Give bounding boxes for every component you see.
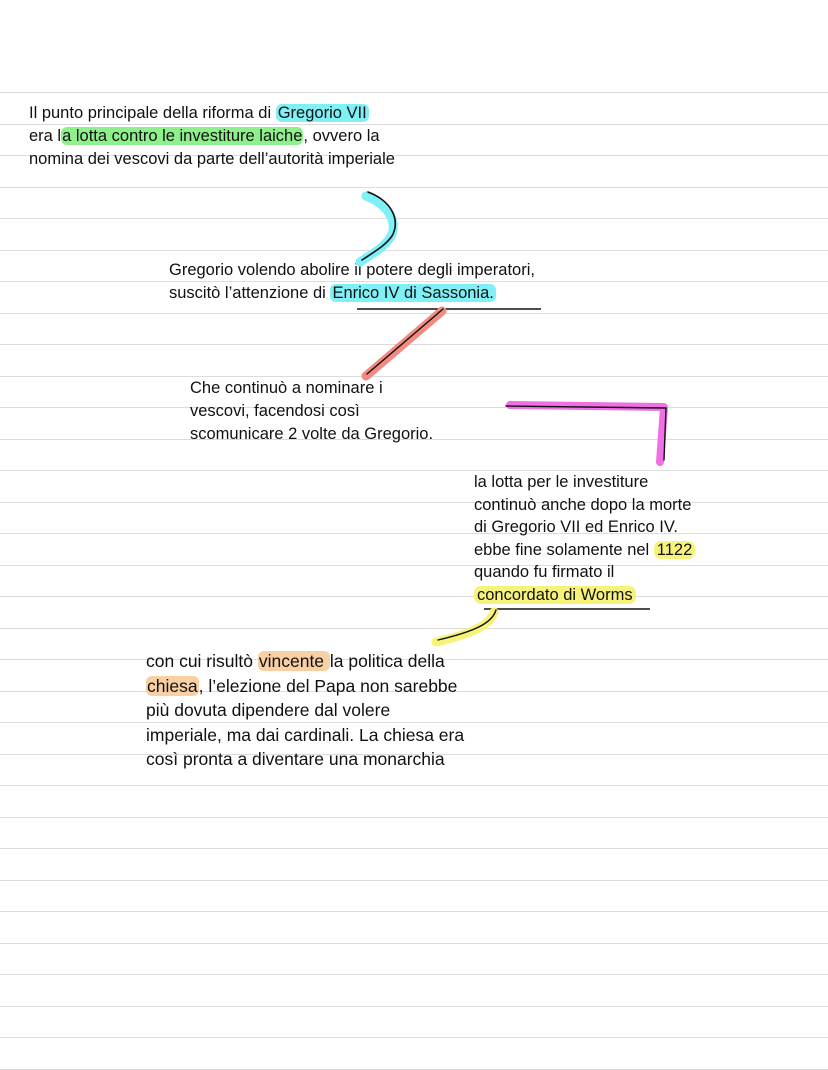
note-line: di Gregorio VII ed Enrico IV. [474, 518, 678, 536]
ruled-line [0, 344, 828, 345]
note-block-5 [146, 649, 464, 772]
ruled-line [0, 785, 828, 786]
ruled-line [0, 502, 828, 503]
highlight-vincente: vincente [258, 651, 329, 671]
highlight-lotta-investiture: a lotta contro le investiture laiche [62, 127, 303, 145]
ruled-line [0, 533, 828, 534]
note-block-4 [474, 471, 695, 606]
ruled-line [0, 628, 828, 629]
ruled-line [0, 1006, 828, 1007]
note-line [169, 282, 535, 305]
note-line [146, 674, 464, 699]
note-line: più dovuta dipendere dal volere [146, 700, 391, 720]
highlight-worms: concordato di Worms [474, 586, 636, 604]
ruled-line [0, 187, 828, 188]
ruled-line [0, 880, 828, 881]
note-line: Che continuò a nominare i [190, 379, 383, 397]
note-line [474, 584, 695, 607]
note-line: Gregorio volendo abolire il potere degli imperatori, [169, 261, 535, 279]
note-line: scomunicare 2 volte da Gregorio. [190, 425, 434, 443]
highlight-enrico: Enrico IV di Sassonia. [332, 284, 494, 302]
ruled-line [0, 911, 828, 912]
ruled-line [0, 596, 828, 597]
highlight-chiesa: chiesa [147, 675, 198, 696]
note-line: continuò anche dopo la morte [474, 495, 692, 514]
note-line [474, 539, 695, 562]
ruled-line [0, 848, 828, 849]
text: era l [29, 127, 62, 145]
text: suscitò l’attenzione di [169, 284, 331, 302]
ruled-line [0, 313, 828, 314]
text: Il punto principale della riforma di [29, 104, 276, 122]
note-line: imperiale, ma dai cardinali. La chiesa era [146, 724, 465, 745]
note-block-2 [169, 259, 535, 305]
ruled-line [0, 817, 828, 818]
ruled-line [0, 92, 828, 93]
ruled-line [0, 218, 828, 219]
note-line: la lotta per le investiture [474, 473, 649, 491]
note-line [146, 649, 464, 674]
text: , l’elezione del Papa non sarebbe [198, 675, 458, 696]
ruled-line [0, 470, 828, 471]
text: la politica della [329, 651, 445, 671]
note-line: così pronta a diventare una monarchia [146, 749, 445, 769]
ruled-line [0, 974, 828, 975]
note-line: nomina dei vescovi da parte dell’autorità imperiale [29, 150, 395, 168]
ruled-line [0, 250, 828, 251]
ruled-line [0, 943, 828, 944]
highlight-1122: 1122 [654, 541, 695, 559]
text: , ovvero la [303, 127, 380, 145]
note-line: quando fu firmato il [474, 563, 615, 581]
note-block-1 [29, 102, 395, 171]
text: con cui risultò [146, 651, 258, 671]
highlight-gregorio: Gregorio VII [277, 104, 367, 122]
note-block-3 [190, 377, 433, 446]
text: ebbe fine solamente nel [474, 540, 654, 559]
ruled-line [0, 1037, 828, 1038]
note-line: vescovi, facendosi così [190, 402, 360, 420]
note-line [29, 102, 395, 125]
note-line [29, 125, 395, 148]
ruled-line [0, 565, 828, 566]
